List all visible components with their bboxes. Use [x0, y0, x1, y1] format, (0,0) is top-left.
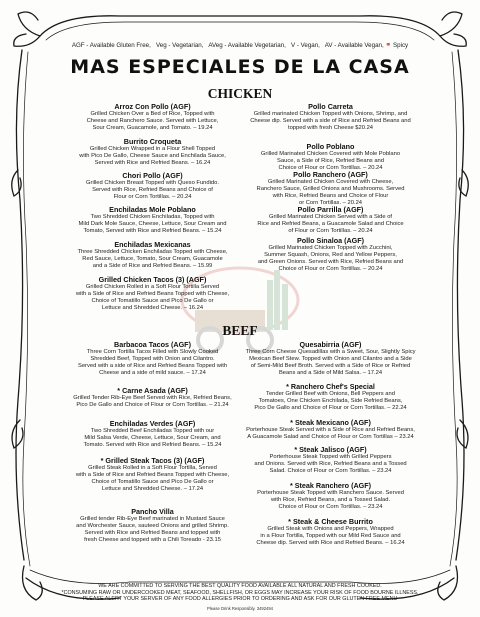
menu-item-description: Cheese dip. Served with a side of Rice and Refried Beans and — [250, 118, 411, 125]
footer-line: *CONSUMING RAW OR UNDERCOOKED MEAT, SEAFOOD, SHELLFISH, OR EGGS MAY INCREASE YOUR RISK OF FOOD BOURNE ILLNESS. — [61, 589, 419, 596]
menu-item-description: Grilled Chicken Rolled in a Soft Flour Tortilla Served — [85, 284, 220, 290]
menu-item-description: Mild Salsa Verde, Cheese, Lettuce, Sour Cream, and — [84, 435, 221, 442]
menu-item-name: Arroz Con Pollo (AGF) — [114, 102, 191, 111]
chili-pepper-icon: ⚭ — [385, 42, 392, 49]
menu-item-description: and Green Onions. Served with Rice, Refried Beans and — [257, 259, 404, 266]
menu-item-name: Burrito Croqueta — [123, 137, 182, 146]
menu-item-description: Grilled Marinated Chicken Topped with Zucchini, — [268, 245, 393, 251]
menu-item-description: Three Corn Cheese Quesadillas with a Sweet, Sour, Slightly Spicy — [245, 349, 416, 355]
menu-item-description: Lettuce and Shredded Cheese. – 17.24 — [101, 486, 204, 493]
menu-item-description: Served with Rice and Refried Beans. – 16.24 — [94, 160, 211, 167]
menu-item-description: Ranchero Sauce, Grilled Onions and Mushrooms. Served — [256, 186, 405, 193]
menu-item-name: * Steak & Cheese Burrito — [288, 517, 373, 526]
legend-v: V - Vegan, — [291, 42, 320, 49]
menu-item-description: Choice of Tomatillo Sauce and Pico De Gallo or — [91, 298, 214, 305]
menu-item-description: Shredded Beef, Topped with Onion and Cilantro. — [90, 356, 215, 363]
menu-item-description: Grilled Marinated Chicken Covered with Cheese, — [267, 179, 394, 185]
menu-item — [228, 481, 433, 511]
menu-item-name: Pollo Parrilla (AGF) — [297, 205, 364, 214]
menu-item-description: Two Shredded Beef Enchiladas Topped with our — [90, 428, 215, 434]
menu-item — [228, 102, 433, 132]
menu-item — [50, 102, 255, 132]
menu-item-name: * Steak Ranchero (AGF) — [289, 481, 372, 490]
menu-item-description: Salad. Choice of Flour or Corn Tortillas. – 23.24 — [269, 468, 392, 475]
menu-item-description: Porterhouse Steak Topped with Ranchero Sauce. Served — [257, 490, 404, 496]
menu-item-description: Sauce, a Side of Rice, Refried Beans and — [277, 158, 384, 165]
menu-item — [228, 418, 433, 441]
menu-item-description: Three Corn Tortilla Tacos Filled with Slowly Cooked — [86, 349, 219, 355]
menu-item-description: Tender Grilled Beef with Onions, Bell Peppers and — [266, 391, 395, 397]
menu-item-description: Grilled Steak Rolled in a Soft Flour Tortilla, Served — [88, 465, 217, 471]
menu-item-description: Grilled Chicken Breast Topped with Queso Fundido. — [86, 180, 219, 186]
menu-item-name: * Carne Asada (AGF) — [117, 386, 188, 395]
menu-item-description: Cheese and a side of mild sauce. – 17.24 — [99, 370, 206, 377]
menu-item — [228, 517, 433, 547]
menu-item-description: Lettuce and Shredded Cheese. – 16.24 — [101, 305, 204, 312]
page-title: MAS ESPECIALES DE LA CASA — [70, 56, 410, 78]
menu-item — [228, 170, 433, 207]
menu-item-description: with a Side of Rice and Refried Beans Topped with Cheese, — [75, 291, 230, 298]
menu-item — [50, 386, 255, 409]
legend-veg: Veg - Vegetarian, — [156, 42, 204, 49]
menu-item-name: Pollo Sinaloa (AGF) — [296, 236, 365, 245]
menu-item-description: Porterhouse Steak Served with a Side of Rice and Refried Beans, — [246, 427, 415, 433]
menu-item-description: Grilled Marinated Chicken Served with a Side of — [268, 214, 393, 220]
menu-item-description: Pico De Gallo and Choice of Flour or Corn Tortillas. – 21.24 — [76, 402, 229, 409]
menu-item-name: Pollo Ranchero (AGF) — [293, 170, 368, 179]
menu-item-description: Served with a side of Rice and Refried Beans Topped with — [77, 363, 228, 370]
menu-item-description: Mild Dark Mole Sauce, Cheese, Lettuce, Sour Cream and — [78, 221, 227, 228]
menu-item-description: Red Sauce, Lettuce, Tomato, Sour Cream, Guacamole — [82, 256, 223, 263]
menu-item-description: Choice of Tomatillo Sauce and Pico De Gallo or — [91, 479, 214, 486]
menu-item — [228, 340, 433, 377]
menu-item-description: Beans and a Side of Mild Salsa. – 17.24 — [278, 370, 383, 377]
menu-item-description: of Flour or Corn Tortillas. – 20.24 — [288, 228, 373, 235]
menu-item-description: of Semi-Mild Beef Broth. Served with a Side of Rice or Refried — [250, 363, 411, 370]
menu-item-description: Cheese and Ranchero Sauce. Served with Lettuce, — [86, 118, 219, 125]
menu-item — [228, 445, 433, 475]
menu-item-name: Barbacoa Tacos (AGF) — [114, 340, 191, 349]
menu-item-description: Choice of Flour or Corn Tortillas. – 20.24 — [278, 266, 383, 273]
menu-item-description: Grilled Chicken Over a Bed of Rice, Topped with — [90, 111, 215, 117]
legend-av: AV - Available Vegan, — [324, 42, 384, 49]
menu-item-description: Grilled marinated Chicken Topped with Onions, Shrimp, and — [253, 111, 408, 117]
footer-notice — [0, 583, 480, 603]
menu-item-description: Sour Cream, Guacamole, and Tomato. – 19.24 — [92, 125, 213, 132]
menu-item-description: topped with fresh Cheese $20.24 — [287, 125, 374, 132]
credit-line: Please Drink Responsibly. 3492494 — [206, 606, 274, 611]
menu-item — [50, 240, 255, 270]
menu-item-name: Pollo Carreta — [308, 102, 353, 111]
menu-item-name: Enchiladas Mexicanas — [114, 240, 191, 249]
legend-aveg: AVeg - Available Vegetarian, — [208, 42, 286, 49]
menu-item-description: with a Side of Rice and Refried Beans Topped with Cheese, — [75, 472, 230, 479]
menu-item-description: Grilled Steak with Onions and Peppers, Wrapped — [267, 526, 394, 532]
menu-item-name: Quesabirria (AGF) — [299, 340, 362, 349]
menu-item-name: Enchiladas Verdes (AGF) — [109, 419, 196, 428]
menu-item-description: with Rice, Refried Beans, and a Tossed Salad. — [270, 497, 391, 504]
menu-item — [50, 137, 255, 167]
menu-item-description: Grilled Marinated Chicken Covered with Mole Poblano — [260, 151, 401, 157]
menu-item-description: Rice and Refried Beans, a Guacamole Salad and Choice — [257, 221, 404, 228]
menu-item-description: Grilled Chicken Wrapped in a Flour Shell Topped — [89, 146, 216, 152]
menu-item-description: and Worchester Sauce, sauteed Onions and grilled Shrimp. — [76, 523, 229, 530]
section-heading-beef: BEEF — [222, 323, 258, 338]
menu-item-name: Enchiladas Mole Poblano — [109, 205, 196, 214]
footer-line: PLEASE ALERT YOUR SERVER OF ANY FOOD ALLERGIES PRIOR TO ORDERING AND ASK FOR OUR GLUTEN FREE MENU — [82, 596, 398, 603]
menu-item-description: Tomato. Served with Rice and Refried Beans. – 15.24 — [83, 442, 222, 449]
menu-item — [228, 382, 433, 412]
legend-spicy: Spicy — [393, 42, 409, 49]
menu-item-name: Chori Pollo (AGF) — [122, 171, 183, 180]
menu-item-description: Porterhouse Steak Topped with Grilled Peppers — [269, 454, 392, 460]
menu-item-description: A Guacamole Salad and Choice of Flour or Corn Tortillas – 23.24 — [247, 434, 414, 441]
menu-item — [50, 419, 255, 449]
menu-item-description: with Rice, Refried Beans and Choice of Flour — [272, 193, 389, 200]
menu-item-name: Pollo Poblano — [306, 142, 355, 151]
menu-item-name: * Ranchero Chef's Special — [286, 382, 375, 391]
menu-item-name: Pancho Villa — [131, 507, 174, 516]
menu-item — [50, 171, 255, 201]
menu-item — [228, 236, 433, 273]
menu-item-name: Grilled Chicken Tacos (3) (AGF) — [98, 275, 207, 284]
menu-item-description: fresh Cheese and topped with a Chili Toreado - 23.15 — [84, 537, 221, 544]
menu-item — [50, 275, 255, 312]
legend-agf: AGF - Available Gluten Free, — [71, 42, 151, 49]
section-heading-chicken: CHICKEN — [207, 86, 273, 101]
menu-item-description: Flour or Corn Tortillas. – 20.24 — [113, 194, 192, 201]
menu-item-description: Pico De Gallo and Choice of Flour or Corn Tortillas. – 22.24 — [254, 405, 407, 412]
footer-line: WE ARE COMMITTED TO SERVING THE BEST QUALITY FOOD AVAILABLE ALL NATURAL AND FRESH COOKED. — [98, 583, 382, 589]
menu-item-description: Cheese dip. Served with Rice and Refried Beans. – 16.24 — [256, 540, 405, 547]
menu-item — [228, 142, 433, 172]
menu-item-description: Grilled Tender Rib-Eye Beef Served with Rice, Refried Beans, — [73, 395, 232, 401]
menu-item-description: Two Shredded Chicken Enchiladas, Topped with — [90, 214, 215, 220]
diet-legend — [0, 41, 480, 49]
menu-item — [50, 340, 255, 377]
menu-item-description: Served with Rice and Refried Beans and topped with — [84, 530, 221, 537]
menu-item-description: Mexican Beef Stew. Topped with Onion and Cilantro and a Side — [249, 356, 412, 363]
menu-item-description: or Corn Tortillas. – 20.24 — [298, 200, 363, 207]
menu-item-description: Choice of Flour or Corn Tortillas. – 23.24 — [278, 504, 383, 511]
menu-item-description: Grilled tender Rib-Eye Beef marinated in Mustard Sauce — [80, 516, 225, 522]
menu-item-description: and a Side of Rice and Refried Beans. – 15.99 — [92, 263, 213, 270]
menu-item-description: Choice of Flour or Corn Tortillas. – 20.24 — [278, 165, 383, 172]
menu-item-name: * Steak Jalisco (AGF) — [294, 445, 367, 454]
menu-item-description: Three Shredded Chicken Enchiladas Topped with Cheese, — [77, 249, 228, 255]
menu-item-description: and Onions. Served with Rice, Refried Beans and a Tossed — [254, 461, 407, 468]
menu-item — [228, 205, 433, 235]
menu-item-description: in a Flour Tortilla, Topped with our Mild Red Sauce and — [260, 533, 401, 540]
menu-item-name: * Grilled Steak Tacos (3) (AGF) — [100, 456, 205, 465]
menu-item — [50, 205, 255, 235]
menu-item-description: Served with Rice, Refried Beans and Choice of — [92, 187, 213, 194]
menu-item-description: Summer Squash, Onions, Red and Yellow Peppers, — [264, 252, 397, 259]
menu-item — [50, 456, 255, 493]
menu-item-description: with Pico De Gallo, Cheese Sauce and Enchilada Sauce, — [79, 153, 226, 160]
menu-item-description: Tomato, Served with Rice and Refried Beans. – 15.24 — [83, 228, 222, 235]
menu-item — [50, 507, 255, 544]
menu-item-description: Tomatoes, One Chicken Enchilada, Side Refried Beans, — [258, 398, 403, 405]
menu-item-name: * Steak Mexicano (AGF) — [290, 418, 371, 427]
